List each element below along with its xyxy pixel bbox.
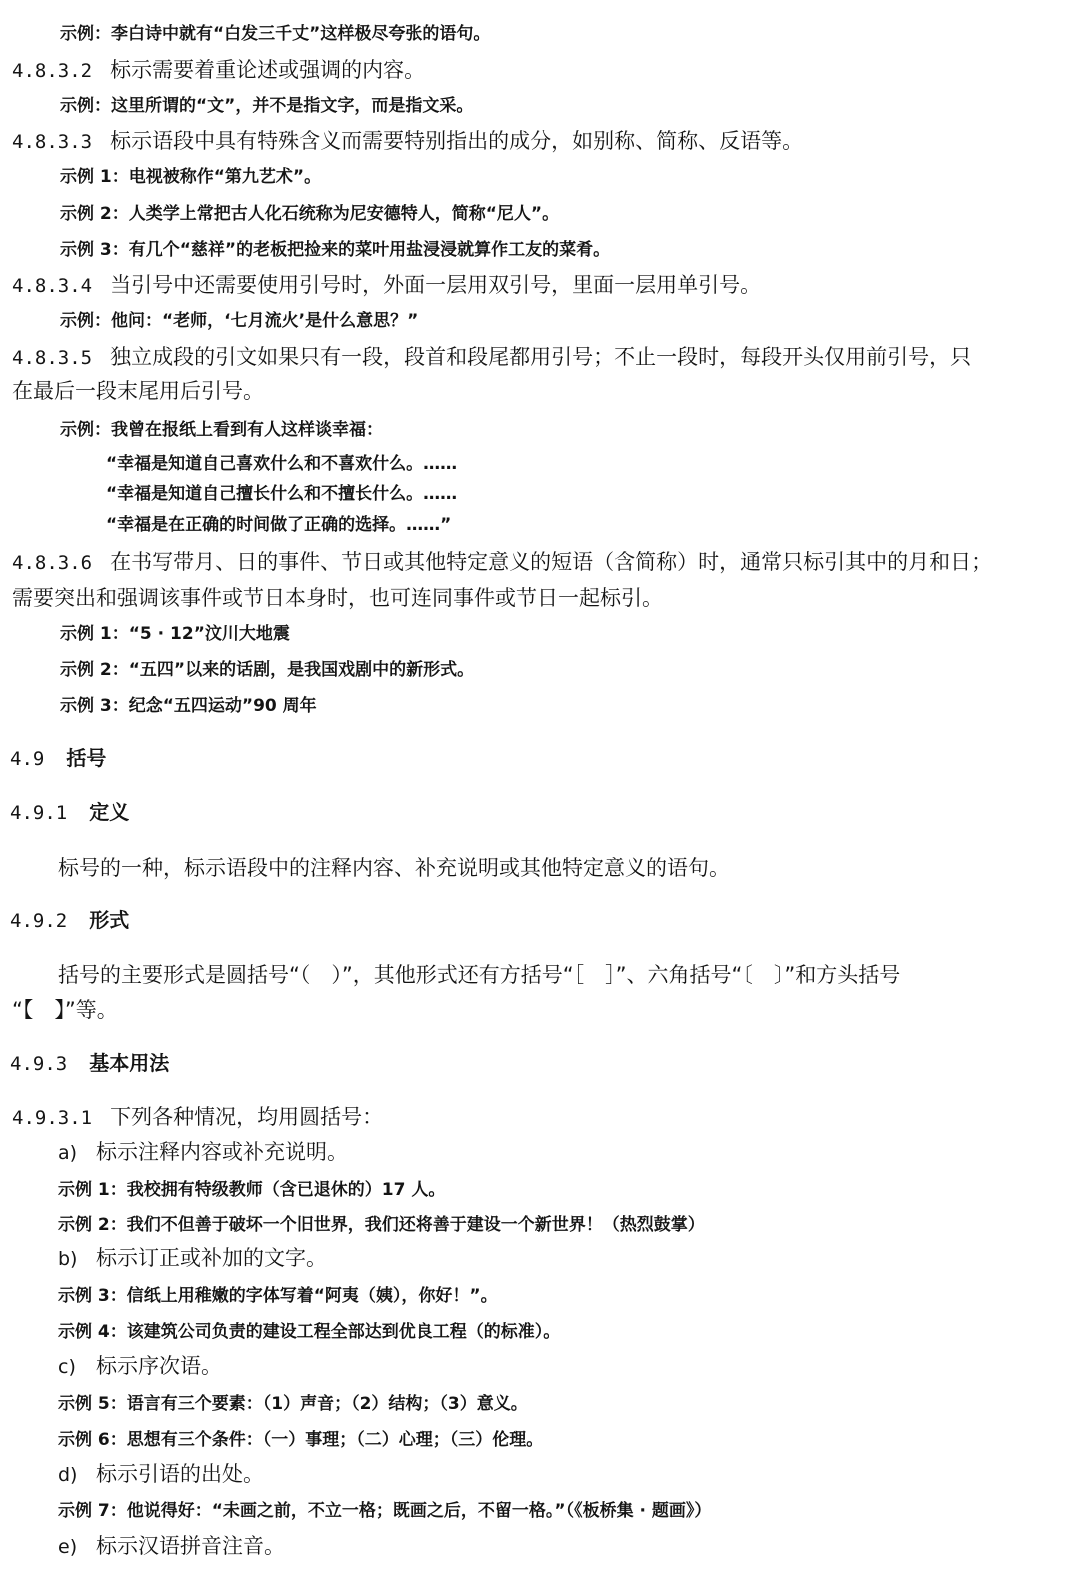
example-line [60, 418, 383, 442]
clause-text [12, 377, 264, 405]
clause-text [12, 56, 425, 85]
line-text: 示例 1：电视被称作“第九艺术”。 [60, 167, 322, 187]
line-text: 示例 2：我们不但善于破坏一个旧世界，我们还将善于建设一个新世界！（热烈鼓掌） [58, 1215, 705, 1235]
section-number: 4.9.3.1 [12, 1107, 93, 1129]
body-paragraph [58, 960, 900, 990]
section-number: 4.9.2 [10, 910, 68, 932]
line-text: 示例：这里所谓的“文”，并不是指文字，而是指文采。 [60, 96, 474, 116]
line-text: 示例 1：我校拥有特级教师（含已退休的）17 人。 [58, 1180, 446, 1200]
line-text: 标示引语的出处。 [96, 1462, 264, 1486]
example-line [58, 1320, 560, 1344]
line-text: “幸福是知道自己喜欢什么和不喜欢什么。…… [106, 454, 458, 474]
line-text: 示例 3：纪念“五四运动”90 周年 [60, 696, 317, 716]
section-number: 4.9.1 [10, 802, 68, 824]
example-line [60, 94, 473, 118]
list-marker: c) [58, 1356, 76, 1378]
clause-text [12, 1103, 383, 1132]
line-text: 独立成段的引文如果只有一段，段首和段尾都用引号；不止一段时，每段开头仅用前引号，只 [110, 345, 972, 369]
list-marker: a) [58, 1142, 78, 1164]
example-line [60, 238, 610, 262]
clause-text [12, 584, 663, 612]
line-text: 标示订正或补加的文字。 [96, 1246, 327, 1270]
example-line [60, 309, 418, 333]
list-marker: b) [58, 1248, 78, 1270]
line-text: 标号的一种，标示语段中的注释内容、补充说明或其他特定意义的语句。 [58, 856, 730, 880]
section-heading [10, 906, 129, 935]
line-text: 示例 4：该建筑公司负责的建设工程全部达到优良工程（的标准）。 [58, 1322, 561, 1342]
example-line [60, 165, 321, 189]
line-text: 示例 1：“5 · 12”汶川大地震 [60, 624, 290, 644]
line-text: 在最后一段末尾用后引号。 [12, 379, 264, 403]
section-heading [10, 744, 106, 773]
clause-text [12, 343, 971, 372]
example-line [106, 482, 457, 506]
section-number: 4.8.3.5 [12, 347, 93, 369]
list-marker: e) [58, 1536, 78, 1558]
line-text: “幸福是在正确的时间做了正确的选择。……” [106, 515, 452, 535]
line-text: 标示需要着重论述或强调的内容。 [110, 58, 426, 82]
line-text: 括号的主要形式是圆括号“（ ）”，其他形式还有方括号“［ ］”、六角括号“〔 〕”和方头括号 [58, 963, 901, 987]
list-item [58, 1532, 285, 1561]
example-line [58, 1428, 543, 1452]
example-line [60, 202, 559, 226]
line-text: 下列各种情况，均用圆括号： [110, 1105, 384, 1129]
section-heading [10, 1049, 169, 1078]
section-number: 4.8.3.6 [12, 552, 93, 574]
line-text: 示例 7：他说得好：“未画之前，不立一格；既画之后，不留一格。”（《板桥集 · 题画》） [58, 1501, 712, 1521]
line-text: 示例 6：思想有三个条件：（一）事理；（二）心理；（三）伦理。 [58, 1430, 544, 1450]
line-text: 在书写带月、日的事件、节日或其他特定意义的短语（含简称）时，通常只标引其中的月和日； [110, 550, 993, 574]
example-line [58, 1213, 705, 1237]
line-text: 示例 2：“五四”以来的话剧，是我国戏剧中的新形式。 [60, 660, 475, 680]
line-text: 形式 [89, 908, 130, 932]
line-text: 定义 [89, 800, 130, 824]
line-text: “幸福是知道自己擅长什么和不擅长什么。…… [106, 484, 458, 504]
list-item [58, 1244, 327, 1273]
line-text: 示例 2：人类学上常把古人化石统称为尼安德特人，简称“尼人”。 [60, 204, 560, 224]
line-text: 标示汉语拼音注音。 [96, 1534, 285, 1558]
line-text: 示例：他问：“老师，‘七月流火’是什么意思？” [60, 311, 419, 331]
example-line [60, 694, 317, 718]
line-text: 括号 [66, 746, 107, 770]
line-text: 标示序次语。 [96, 1354, 222, 1378]
body-paragraph [12, 995, 118, 1025]
line-text: 当引号中还需要使用引号时，外面一层用双引号，里面一层用单引号。 [110, 273, 762, 297]
example-line [60, 658, 474, 682]
section-number: 4.9 [10, 748, 45, 770]
list-item [58, 1460, 264, 1489]
line-text: 示例 3：信纸上用稚嫩的字体写着“阿夷（姨），你好！”。 [58, 1286, 498, 1306]
line-text: 示例：李白诗中就有“白发三千丈”这样极尽夸张的语句。 [60, 24, 491, 44]
list-marker: d) [58, 1464, 78, 1486]
line-text: 示例 3：有几个“慈祥”的老板把捡来的菜叶用盐浸浸就算作工友的菜肴。 [60, 240, 611, 260]
section-number: 4.8.3.4 [12, 275, 93, 297]
list-item [58, 1138, 348, 1167]
list-item [58, 1352, 222, 1381]
example-line [58, 1392, 528, 1416]
example-line [58, 1284, 498, 1308]
line-text: 基本用法 [89, 1051, 170, 1075]
line-text: 示例 5：语言有三个要素：（1）声音；（2）结构；（3）意义。 [58, 1394, 528, 1414]
section-number: 4.8.3.2 [12, 60, 93, 82]
line-text: 标示语段中具有特殊含义而需要特别指出的成分，如别称、简称、反语等。 [110, 129, 804, 153]
section-number: 4.8.3.3 [12, 131, 93, 153]
clause-text [12, 127, 803, 156]
example-line [60, 22, 490, 46]
section-heading [10, 798, 129, 827]
example-line [60, 622, 290, 646]
section-number: 4.9.3 [10, 1053, 68, 1075]
clause-text [12, 271, 761, 300]
line-text: “【 】”等。 [12, 998, 118, 1022]
line-text: 标示注释内容或补充说明。 [96, 1140, 348, 1164]
line-text: 需要突出和强调该事件或节日本身时，也可连同事件或节日一起标引。 [12, 586, 663, 610]
body-paragraph [58, 853, 730, 883]
example-line [58, 1178, 445, 1202]
line-text: 示例：我曾在报纸上看到有人这样谈幸福： [60, 420, 383, 440]
example-line [58, 1499, 711, 1523]
example-line [106, 452, 457, 476]
clause-text [12, 548, 992, 577]
example-line [106, 513, 451, 537]
